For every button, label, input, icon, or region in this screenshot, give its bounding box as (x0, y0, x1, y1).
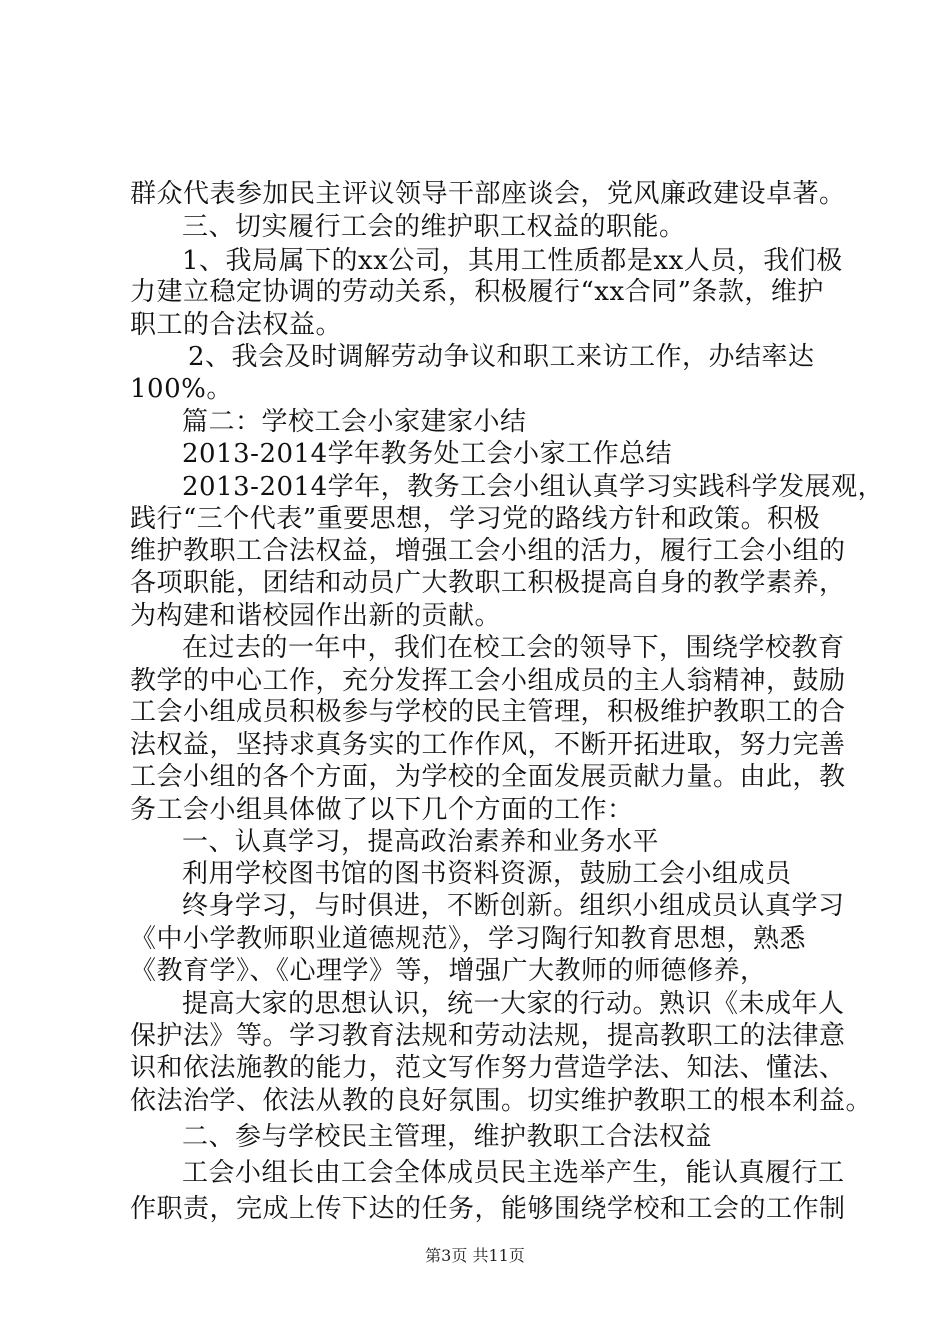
text-line: 各项职能，团结和动员广大教职工积极提高自身的教学素养， (130, 568, 846, 598)
text-line: 工会小组的各个方面，为学校的全面发展贡献力量。由此，教 (130, 762, 846, 792)
text-line: 作职责，完成上传下达的任务，能够围绕学校和工会的工作制 (130, 1194, 846, 1224)
text-line: 力建立稳定协调的劳动关系，积极履行“xx合同”条款，维护 (130, 277, 824, 307)
text-line: 群众代表参加民主评议领导干部座谈会，党风廉政建设卓著。 (130, 179, 846, 209)
text-line: 务工会小组具体做了以下几个方面的工作： (130, 795, 634, 825)
section-heading: 二、参与学校民主管理，维护教职工合法权益 (182, 1122, 713, 1152)
text-line: 《教育学》、《心理学》等，增强广大教师的师德修养， (130, 956, 767, 986)
text-line: 2、我会及时调解劳动争议和职工来访工作，办结率达 (188, 342, 815, 372)
text-line: 践行“三个代表”重要思想，学习党的路线方针和政策。积极 (130, 504, 821, 534)
text-line: 终身学习，与时俱进，不断创新。组织小组成员认真学习 (182, 891, 845, 921)
text-line: 提高大家的思想认识，统一大家的行动。熟识《未成年人 (182, 989, 845, 1019)
text-line: 法权益，坚持求真务实的工作作风，不断开拓进取，努力完善 (130, 730, 846, 760)
text-line: 在过去的一年中，我们在校工会的领导下，围绕学校教育 (182, 633, 845, 663)
page-footer: 第3页 共11页 (425, 1246, 525, 1265)
text-line: 2013-2014学年，教务工会小组认真学习实践科学发展观， (182, 472, 885, 502)
section-heading: 一、认真学习，提高政治素养和业务水平 (182, 827, 660, 857)
text-line: 依法治学、依法从教的良好氛围。切实维护教职工的根本利益。 (130, 1086, 873, 1116)
text-line: 工会小组成员积极参与学校的民主管理，积极维护教职工的合 (130, 697, 846, 727)
text-line: 1、我局属下的xx公司，其用工性质都是xx人员，我们极 (182, 246, 843, 276)
text-line: 教学的中心工作，充分发挥工会小组成员的主人翁精神，鼓励 (130, 666, 846, 696)
text-line: 工会小组长由工会全体成员民主选举产生，能认真履行工 (182, 1158, 845, 1188)
text-line: 识和依法施教的能力，范文写作努力营造学法、知法、懂法、 (130, 1053, 846, 1083)
text-line: 为构建和谐校园作出新的贡献。 (130, 601, 502, 631)
section-heading: 篇二：学校工会小家建家小结 (182, 407, 527, 437)
document-title: 2013-2014学年教务处工会小家工作总结 (182, 439, 673, 469)
text-line: 维护教职工合法权益，增强工会小组的活力，履行工会小组的 (130, 536, 846, 566)
section-heading: 三、切实履行工会的维护职工权益的职能。 (182, 212, 686, 242)
text-line: 《中小学教师职业道德规范》，学习陶行知教育思想，熟悉 (130, 924, 807, 954)
text-line: 100%。 (130, 374, 233, 404)
text-line: 职工的合法权益。 (130, 310, 343, 340)
text-line: 利用学校图书馆的图书资料资源，鼓励工会小组成员 (182, 859, 792, 889)
text-line: 保护法》等。学习教育法规和劳动法规，提高教职工的法律意 (130, 1021, 846, 1051)
